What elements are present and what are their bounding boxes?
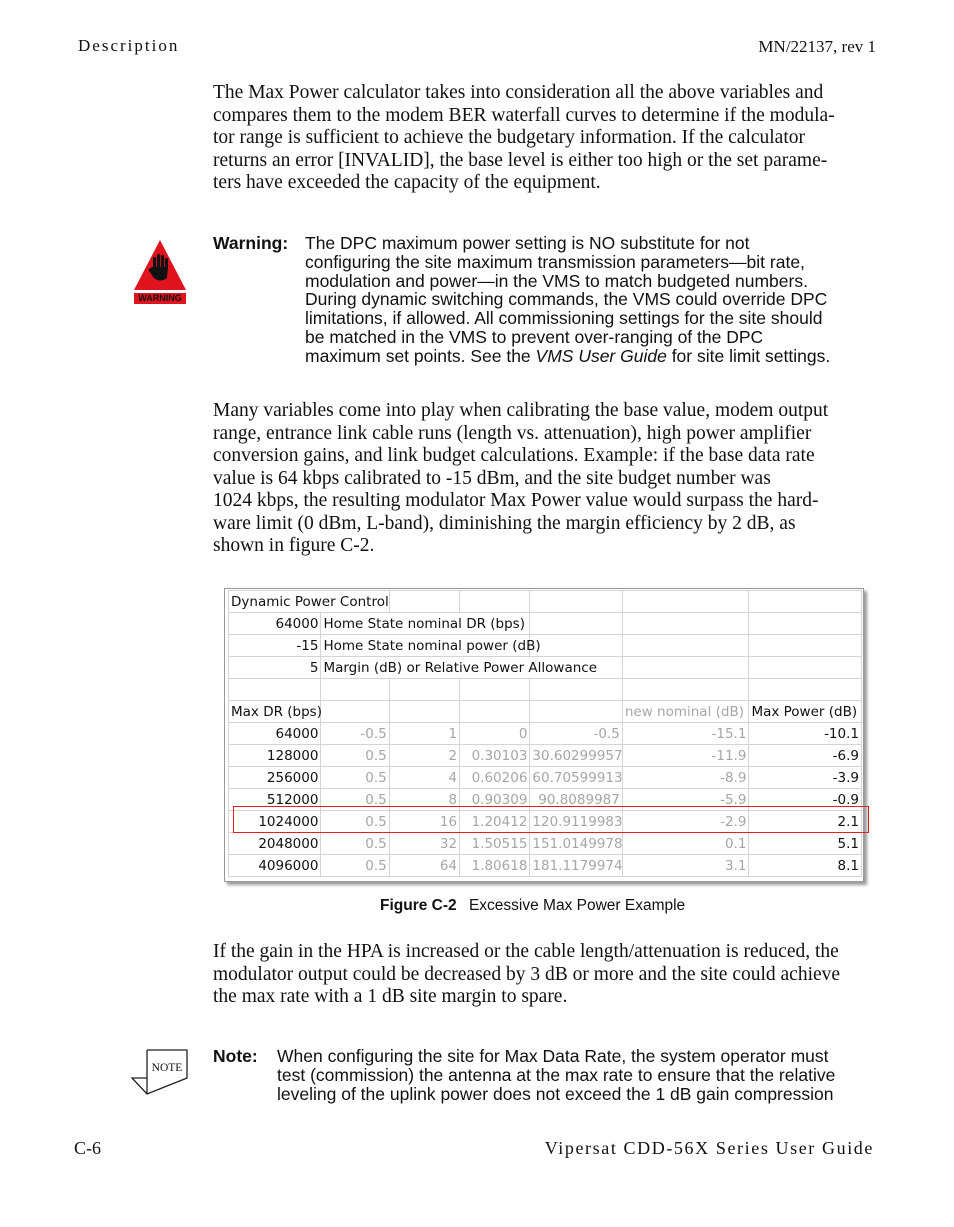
warning-line: modulation and power—in the VMS to match budgeted numbers.	[305, 270, 808, 291]
cell-new-nominal: -15.1	[622, 723, 749, 745]
cell: 2	[389, 745, 459, 767]
cell-new-nominal: -5.9	[622, 789, 749, 811]
table-row	[229, 613, 862, 635]
cell-max-dr: 64000	[229, 723, 321, 745]
cell-max-dr: 128000	[229, 745, 321, 767]
intro-line: tor range is sufficient to achieve the budgetary information. If the calculator	[213, 127, 805, 148]
warning-line: During dynamic switching commands, the VMS could override DPC	[305, 289, 828, 310]
cell-new-nominal: 3.1	[622, 855, 749, 877]
intro-line: returns an error [INVALID], the base level is either too high or the set parame-	[213, 149, 828, 171]
cell: 181.1179974	[530, 855, 622, 877]
col-header-max-dr: Max DR (bps)	[229, 701, 321, 723]
warning-line: The DPC maximum power setting is NO substitute for not	[305, 233, 750, 253]
cell-max-power: 5.1	[749, 833, 862, 855]
cell: 0.5	[321, 811, 389, 833]
cell: 64	[389, 855, 459, 877]
param-value: 64000	[229, 613, 321, 635]
cell: -0.5	[321, 723, 389, 745]
figure-caption-text: Excessive Max Power Example	[468, 897, 686, 914]
table-row	[229, 679, 862, 701]
cell-max-dr: 512000	[229, 789, 321, 811]
cell: 0.60206	[460, 767, 530, 789]
cell-max-power: 2.1	[749, 811, 862, 833]
body-line: 1024 kbps, the resulting modulator Max Power value would surpass the hard-	[213, 490, 819, 511]
cell-max-power: -3.9	[749, 767, 862, 789]
dpc-table	[228, 590, 862, 877]
cell-new-nominal: -2.9	[622, 811, 749, 833]
note-body	[277, 1047, 835, 1103]
cell: -0.5	[530, 723, 622, 745]
param-label: Home State nominal DR (bps)	[321, 613, 389, 635]
warning-label: Warning:	[213, 233, 289, 253]
cell-max-power: -10.1	[749, 723, 862, 745]
table-row	[229, 833, 862, 855]
table-row	[229, 767, 862, 789]
cell-max-dr: 2048000	[229, 833, 321, 855]
cell: 60.70599913	[530, 767, 622, 789]
spreadsheet-figure	[224, 588, 864, 882]
cell: 0.90309	[460, 789, 530, 811]
warning-last-pre: maximum set points. See the	[305, 345, 536, 366]
cell-new-nominal: -8.9	[622, 767, 749, 789]
note-line: leveling of the uplink power does not exceed the 1 dB gain compression	[277, 1083, 834, 1104]
param-label: Margin (dB) or Relative Power Allowance	[321, 657, 389, 679]
cell: 0	[460, 723, 530, 745]
body-line: Many variables come into play when calibrating the base value, modem output	[213, 400, 829, 421]
note-icon-label: NOTE	[151, 1062, 183, 1074]
footer-page-number: C-6	[74, 1138, 101, 1158]
cell: 0.5	[321, 767, 389, 789]
footer-guide-title: Vipersat CDD-56X Series User Guide	[544, 1138, 874, 1158]
table-row	[229, 591, 862, 613]
cell-new-nominal: -11.9	[622, 745, 749, 767]
figure-label: Figure C-2	[380, 897, 457, 914]
table-row	[229, 745, 862, 767]
figure-caption	[380, 897, 685, 915]
cell: 1.80618	[460, 855, 530, 877]
body-line: value is 64 kbps calibrated to -15 dBm, and the site budget number was	[213, 467, 771, 489]
col-header-max-power: Max Power (dB)	[749, 701, 862, 723]
cell: 1.20412	[460, 811, 530, 833]
cell: 0.5	[321, 745, 389, 767]
note-line: test (commission) the antenna at the max rate to ensure that the relative	[277, 1064, 836, 1085]
cell: 1	[389, 723, 459, 745]
cell-max-dr: 1024000	[229, 811, 321, 833]
cell-new-nominal: 0.1	[622, 833, 749, 855]
highlight-box-1024000-row	[233, 806, 869, 833]
table-row	[229, 635, 862, 657]
cell-max-power: -6.9	[749, 745, 862, 767]
after-line: If the gain in the HPA is increased or the cable length/attenuation is reduced, the	[213, 941, 839, 962]
after-line: modulator output could be decreased by 3 dB or more and the site could achieve	[213, 963, 841, 985]
param-value: -15	[229, 635, 321, 657]
col-header-new-nominal: new nominal (dB)	[622, 701, 749, 723]
cell: 0.30103	[460, 745, 530, 767]
warning-last-line	[305, 347, 830, 366]
cell: 0.5	[321, 789, 389, 811]
warning-line: be matched in the VMS to prevent over-ranging of the DPC	[305, 326, 764, 347]
intro-paragraph	[213, 82, 835, 195]
warning-last-post: for site limit settings.	[666, 345, 831, 366]
warning-icon-label: WARNING	[138, 293, 182, 303]
intro-line: compares them to the modem BER waterfall curves to determine if the modula-	[213, 104, 835, 126]
vms-user-guide-reference: VMS User Guide	[535, 345, 667, 366]
table-header-row	[229, 701, 862, 723]
warning-line: limitations, if allowed. All commissioning settings for the site should	[305, 308, 823, 329]
cell: 120.9119983	[530, 811, 622, 833]
body-line: conversion gains, and link budget calculations. Example: if the base data rate	[213, 445, 815, 466]
warning-icon	[132, 238, 188, 310]
table-row	[229, 855, 862, 877]
body-line: range, entrance link cable runs (length vs. attenuation), high power amplifier	[213, 422, 812, 444]
note-icon	[130, 1048, 190, 1096]
after-line: the max rate with a 1 dB site margin to spare.	[213, 986, 568, 1007]
cell: 30.60299957	[530, 745, 622, 767]
cell: 8	[389, 789, 459, 811]
cell: 151.0149978	[530, 833, 622, 855]
warning-line: configuring the site maximum transmission parameters—bit rate,	[305, 251, 805, 272]
cell: 16	[389, 811, 459, 833]
body-line: shown in figure C-2.	[213, 535, 375, 556]
after-paragraph	[213, 941, 840, 1009]
warning-body	[305, 234, 830, 366]
table-row	[229, 723, 862, 745]
intro-line: ters have exceeded the capacity of the equipment.	[213, 172, 601, 193]
note-line: When configuring the site for Max Data Rate, the system operator must	[277, 1046, 829, 1066]
running-header-doc-id: MN/22137, rev 1	[758, 37, 876, 56]
cell-max-dr: 4096000	[229, 855, 321, 877]
intro-line: The Max Power calculator takes into consideration all the above variables and	[213, 82, 824, 103]
param-label: Home State nominal power (dB)	[321, 635, 389, 657]
cell: 0.5	[321, 833, 389, 855]
cell: 90.8089987	[530, 789, 622, 811]
cell: 32	[389, 833, 459, 855]
running-header-section: Description	[78, 36, 180, 55]
cell-max-power: -0.9	[749, 789, 862, 811]
sheet-title: Dynamic Power Control	[229, 591, 321, 613]
body-line: ware limit (0 dBm, L-band), diminishing the margin efficiency by 2 dB, as	[213, 512, 796, 534]
body-paragraph	[213, 400, 828, 558]
cell: 4	[389, 767, 459, 789]
cell: 0.5	[321, 855, 389, 877]
table-row	[229, 657, 862, 679]
cell-max-dr: 256000	[229, 767, 321, 789]
note-label: Note:	[213, 1046, 258, 1066]
cell-max-power: 8.1	[749, 855, 862, 877]
cell: 1.50515	[460, 833, 530, 855]
param-value: 5	[229, 657, 321, 679]
